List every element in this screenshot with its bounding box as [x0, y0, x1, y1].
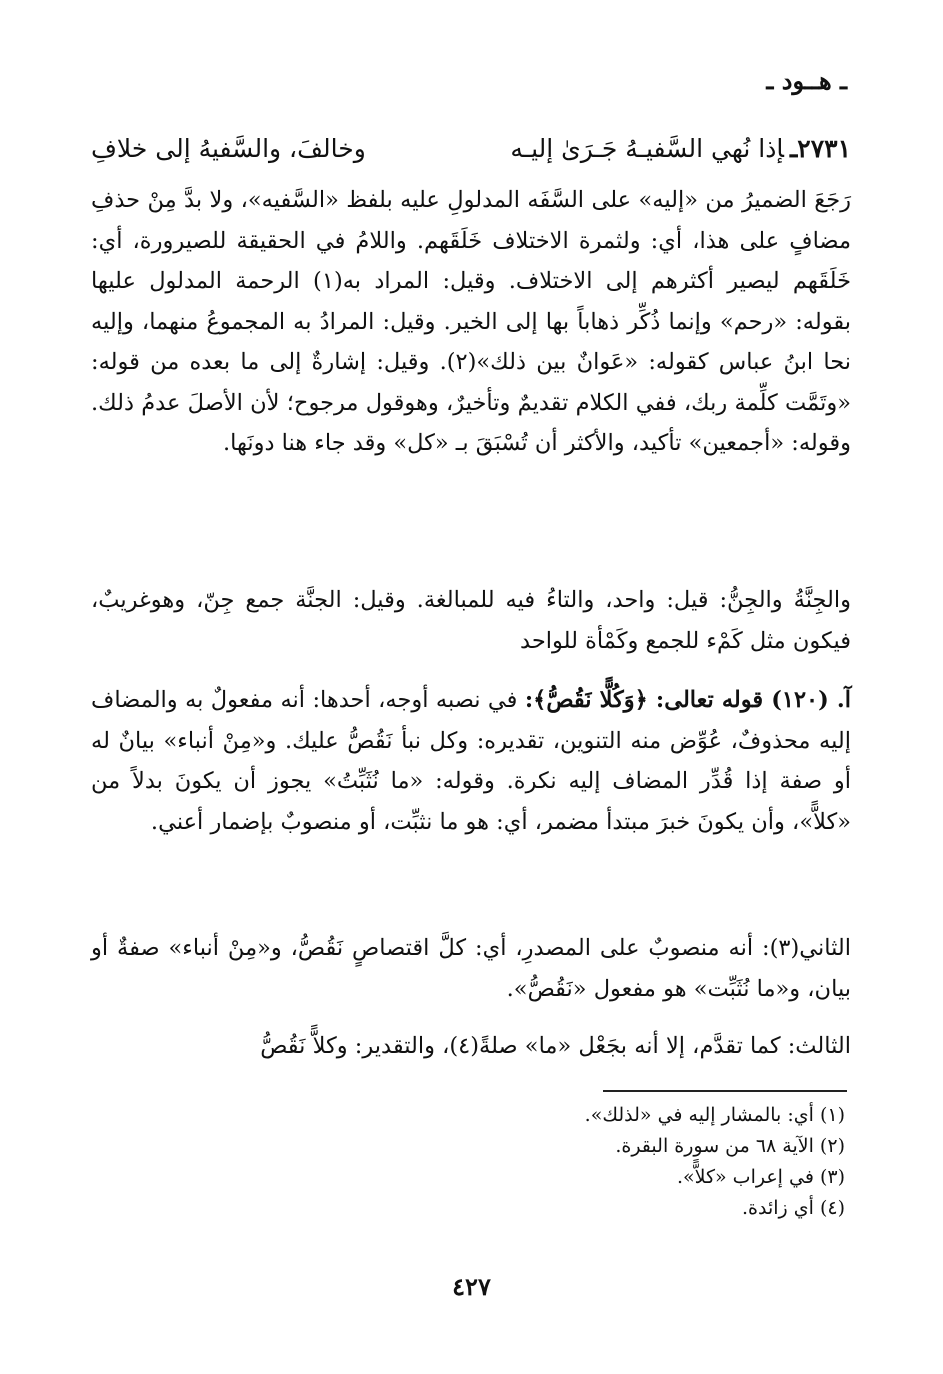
- running-header: ـ هــود ـ: [766, 66, 847, 95]
- paragraph-text: والجِنَّةُ والجِنُّ: قيل: واحد، والتاءُ فيه للمبالغة. وقيل: الجنَّة جمع جِنّ، وهوغريبٌ، فيكون مثل كَمْء للجمع وكَمْأة للواحد: [91, 587, 851, 654]
- verse-citation: آ. (١٢٠) قوله تعالى: ﴿وَكُلًّا نَقُصُّ﴾:: [524, 687, 851, 713]
- verse-second-half: وخالفَ، والسَّفيهُ إلى خلافِ: [91, 134, 366, 163]
- footnote-separator: [603, 1090, 847, 1092]
- paragraph-body: في نصبه أوجه، أحدها: أنه مفعولٌ به والمضاف إليه محذوفٌ، عُوِّض منه التنوين، تقديره: وكل نبأ نَقُصُّ عليك. و«مِنْ أنباء» بيانٌ له أو صفة إذا قُدِّر المضاف إليه نكرة. وقوله: «ما نُثَبِّتُ» يجوز أن يكونَ بدلاً من «كلاًّ»، وأن يكونَ خبرَ مبتدأ مضمر، أي: هو ما نثبِّت، أو منصوبٌ بإضمار أعني.: [91, 687, 851, 835]
- verse-first-half: إذا نُهي السَّفيـهُ جَـرَىٰ إليـه: [510, 134, 784, 163]
- verse-first-hemistich: [510, 134, 851, 178]
- verse-number: ٢٧٣١ـ: [789, 134, 851, 163]
- commentary-paragraph-2: [91, 580, 851, 661]
- page-number: ٤٢٧: [452, 1272, 491, 1301]
- commentary-paragraph-5: [91, 1026, 851, 1067]
- footnotes: [245, 1100, 845, 1224]
- paragraph-text: [91, 680, 851, 842]
- poetry-verse: [91, 134, 851, 178]
- paragraph-text: رَجَعَ الضميرُ من «إليه» على السَّفَه المدلولِ عليه بلفظ «السَّفيه»، ولا بدَّ مِنْ حذفِ مضافٍ على هذا، أي: ولثمرة الاختلاف خَلَقَهم. واللامُ في الحقيقة للصيرورة، أي: خَلَقَهم ليصير أكثرهم إلى الاختلاف. وقيل: المراد به(١) الرحمة المدلول عليها بقوله: «رحم» وإنما ذُكِّر ذهاباً بها إلى الخير. وقيل: المرادُ به المجموعُ منهما، وإليه نحا ابنُ عباس كقوله: «عَوانٌ بين ذلك»(٢). وقيل: إشارةٌ إلى ما بعده من قوله: «وتَمَّت كلِّمة ربك، ففي الكلام تقديمٌ وتأخيرٌ، وهوقول مرجوح؛ لأن الأصلَ عدمُ ذلك. وقوله: «أجمعين» تأكيد، والأكثر أن تُسْبَقَ بـ «كل» وقد جاء هنا دونَها.: [91, 187, 851, 456]
- footnote-2: (٢) الآية ٦٨ من سورة البقرة.: [615, 1135, 845, 1157]
- footnote-1: (١) أي: بالمشار إليه في «لذلك».: [584, 1104, 845, 1126]
- commentary-paragraph-1: [91, 180, 851, 464]
- commentary-paragraph-3: [91, 680, 851, 842]
- footnote-4: (٤) أي زائدة.: [742, 1197, 845, 1219]
- footnote-3: (٣) في إعراب «كلاًّ».: [676, 1166, 845, 1188]
- paragraph-text: الثاني(٣): أنه منصوبٌ على المصدرِ، أي: كلَّ اقتصاصٍ نَقُصُّ، و«مِنْ أنباء» صفةٌ أو بيان، و«ما نُثَبِّت» هو مفعول «نَقُصُّ».: [91, 935, 851, 1002]
- paragraph-text: الثالث: كما تقدَّم، إلا أنه بجَعْل «ما» صلةً(٤)، والتقدير: وكلاًّ نَقُصُّ: [260, 1033, 851, 1059]
- commentary-paragraph-4: [91, 928, 851, 1009]
